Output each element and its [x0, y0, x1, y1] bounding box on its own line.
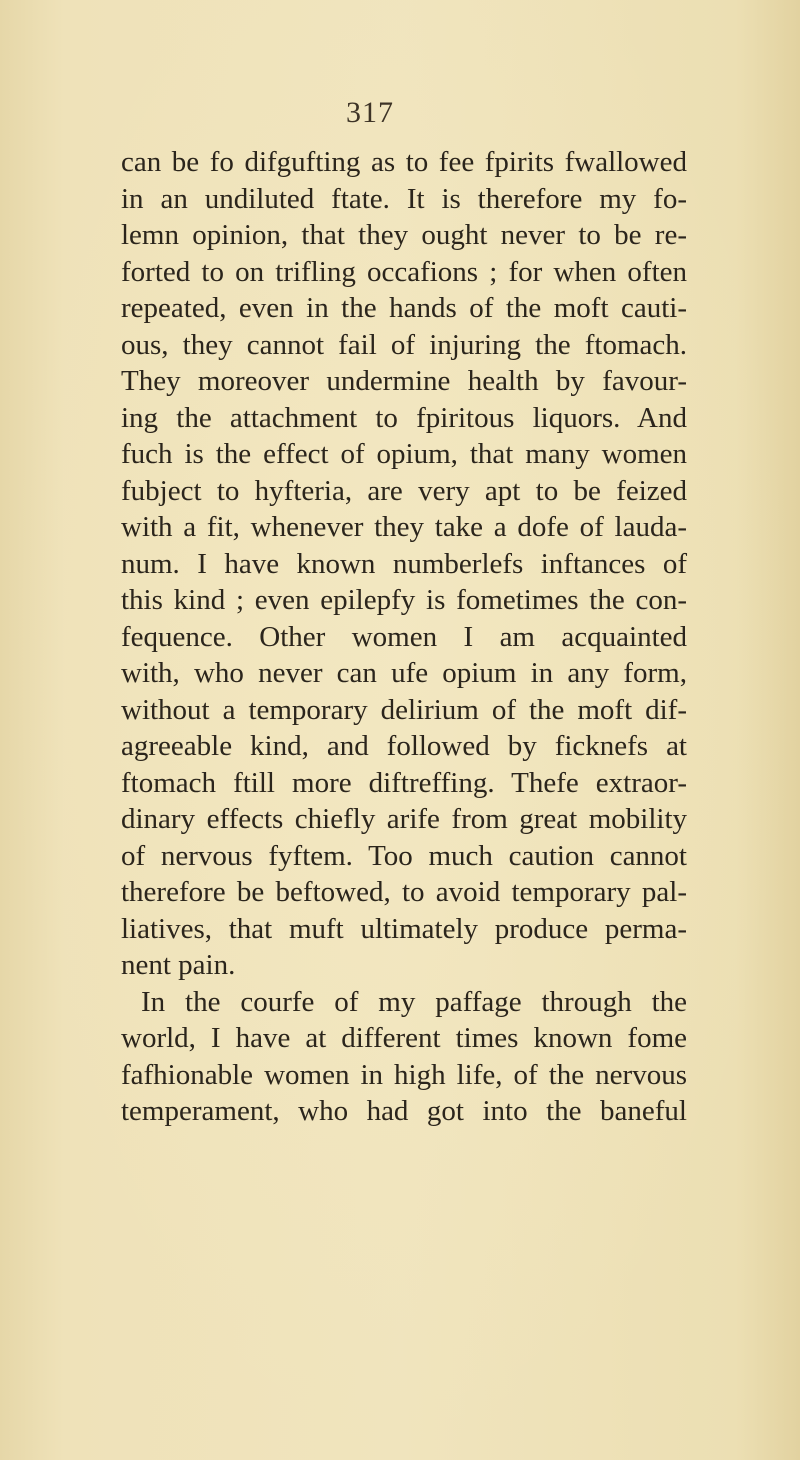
text-line: fuch is the effect of opium, that many women — [121, 438, 687, 470]
body-text — [121, 144, 687, 1130]
text-line: They moreover undermine health by favour- — [121, 365, 687, 397]
text-line: num. I have known numberlefs inftances of — [121, 547, 687, 580]
text-line: forted to on trifling occafions ; for when often — [121, 255, 687, 288]
text-line: liatives, that muft ultimately produce perma- — [121, 912, 687, 945]
page-number: 317 — [346, 96, 394, 129]
text-line: In the courfe of my paffage through the — [141, 985, 687, 1018]
text-line: ing the attachment to fpiritous liquors. And — [121, 401, 687, 434]
text-line: ftomach ftill more diftreffing. Thefe extraor- — [121, 766, 687, 799]
text-line: nent pain. — [121, 949, 236, 981]
text-line: fafhionable women in high life, of the nervous — [121, 1058, 687, 1091]
text-line: with a fit, whenever they take a dofe of lauda- — [121, 511, 687, 543]
text-line: fubject to hyfteria, are very apt to be feized — [121, 474, 687, 507]
text-line: lemn opinion, that they ought never to be re- — [121, 219, 687, 251]
text-line: world, I have at different times known fome — [121, 1022, 687, 1054]
text-line: of nervous fyftem. Too much caution cannot — [121, 839, 687, 872]
text-line: with, who never can ufe opium in any form, — [121, 657, 687, 689]
text-line: without a temporary delirium of the moft dif- — [121, 693, 687, 726]
text-line: dinary effects chiefly arife from great mobility — [121, 803, 687, 835]
text-line: repeated, even in the hands of the moft cauti- — [121, 292, 687, 324]
text-line: agreeable kind, and followed by ficknefs at — [121, 730, 687, 762]
text-line: therefore be beftowed, to avoid temporary pal- — [121, 876, 687, 908]
text-line: this kind ; even epilepfy is fometimes the con- — [121, 584, 687, 616]
text-line: fequence. Other women I am acquainted — [121, 620, 687, 653]
text-line: ous, they cannot fail of injuring the ftomach. — [121, 328, 687, 361]
text-line: can be fo difgufting as to fee fpirits fwallowed — [121, 146, 687, 178]
text-line: in an undiluted ftate. It is therefore my fo- — [121, 182, 687, 215]
text-line: temperament, who had got into the baneful — [121, 1095, 687, 1127]
